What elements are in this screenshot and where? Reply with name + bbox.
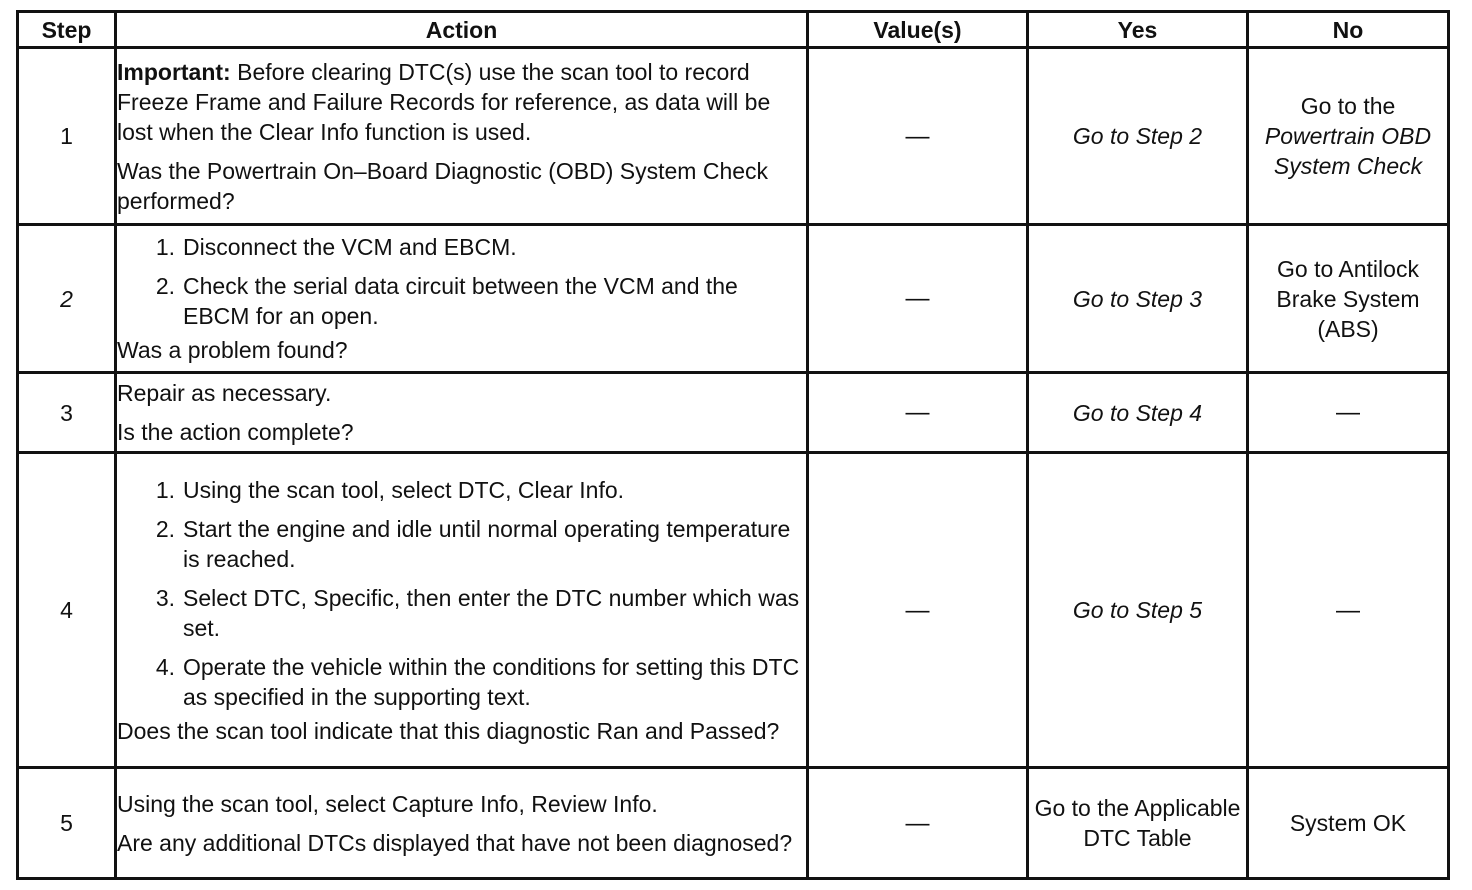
table-row-step-3	[18, 373, 1449, 453]
yes-link[interactable]: Go to the Applicable DTC Table	[1034, 795, 1241, 851]
value-dash: —	[905, 122, 930, 150]
substep-text: Using the scan tool, select DTC, Clear Info.	[183, 476, 625, 503]
substep-text: Select DTC, Specific, then enter the DTC number which was set.	[183, 584, 800, 641]
action-cell	[116, 453, 808, 768]
yes-cell	[1028, 225, 1248, 373]
substep-text: Start the engine and idle until normal operating temperature is reached.	[183, 515, 791, 572]
important-text: Before clearing DTC(s) use the scan tool to record Freeze Frame and Failure Records for reference, as data will be lost when the Clear Info function is used.	[117, 58, 771, 145]
yes-link[interactable]: Go to Step 5	[1072, 597, 1203, 623]
header-values: Value(s)	[808, 12, 1028, 48]
table-row-step-4	[18, 453, 1449, 768]
no-link[interactable]: Powertrain OBD System Check	[1264, 123, 1432, 179]
header-row	[18, 12, 1449, 48]
step-number: 1	[18, 48, 116, 225]
no-dash: —	[1336, 596, 1360, 624]
substep-number: 1.	[155, 476, 175, 503]
yes-cell	[1028, 768, 1248, 879]
value-cell	[808, 453, 1028, 768]
action-question: Are any additional DTCs displayed that have not been diagnosed?	[117, 829, 793, 856]
step-number: 3	[18, 373, 116, 453]
substep	[117, 652, 806, 712]
yes-link[interactable]: Go to Step 3	[1072, 285, 1203, 312]
substep-list	[117, 475, 806, 712]
no-cell	[1248, 373, 1449, 453]
no-cell	[1248, 48, 1449, 225]
step-number: 5	[18, 768, 116, 879]
action-cell	[116, 373, 808, 453]
no-cell	[1248, 225, 1449, 373]
substep	[117, 271, 806, 331]
table-row-step-5	[18, 768, 1449, 879]
substep-number: 2.	[155, 273, 175, 299]
substep-number: 4.	[155, 653, 175, 680]
action-question: Does the scan tool indicate that this diagnostic Ran and Passed?	[117, 717, 780, 744]
action-cell	[116, 768, 808, 879]
no-cell	[1248, 768, 1449, 879]
header-step: Step	[18, 12, 116, 48]
substep	[117, 232, 806, 262]
substep-number: 1.	[155, 234, 175, 260]
yes-cell	[1028, 453, 1248, 768]
value-dash: —	[905, 285, 930, 312]
yes-cell	[1028, 48, 1248, 225]
no-result: System OK	[1289, 810, 1407, 836]
substep-list	[117, 232, 806, 331]
action-instruction: Repair as necessary.	[117, 380, 332, 406]
substep	[117, 514, 806, 574]
table-row-step-1	[18, 48, 1449, 225]
action-cell	[116, 225, 808, 373]
step-number: 4	[18, 453, 116, 768]
substep-text: Disconnect the VCM and EBCM.	[183, 234, 517, 260]
action-question: Was a problem found?	[117, 337, 348, 363]
value-dash: —	[905, 399, 930, 426]
action-question: Is the action complete?	[117, 419, 354, 445]
action-instruction: Using the scan tool, select Capture Info, Review Info.	[117, 790, 658, 817]
header-yes: Yes	[1028, 12, 1248, 48]
substep-number: 3.	[155, 584, 175, 611]
substep-number: 2.	[155, 515, 175, 542]
action-cell	[116, 48, 808, 225]
yes-link[interactable]: Go to Step 4	[1072, 399, 1203, 426]
no-text: Go to the	[1300, 93, 1396, 119]
action-question: Was the Powertrain On–Board Diagnostic (OBD) System Check performed?	[117, 157, 769, 214]
value-cell	[808, 48, 1028, 225]
value-cell	[808, 373, 1028, 453]
table-row-step-2	[18, 225, 1449, 373]
yes-link[interactable]: Go to Step 2	[1072, 123, 1203, 149]
header-no: No	[1248, 12, 1449, 48]
substep-text: Operate the vehicle within the conditions for setting this DTC as specified in the supporting text.	[183, 653, 800, 710]
yes-cell	[1028, 373, 1248, 453]
step-number: 2	[18, 225, 116, 373]
value-dash: —	[905, 596, 930, 624]
substep-text: Check the serial data circuit between the VCM and the EBCM for an open.	[183, 273, 738, 329]
substep	[117, 583, 806, 643]
value-cell	[808, 768, 1028, 879]
no-cell	[1248, 453, 1449, 768]
important-note	[117, 57, 806, 147]
no-link[interactable]: Go to Antilock Brake System (ABS)	[1276, 255, 1420, 342]
header-action: Action	[116, 12, 808, 48]
diagnostic-table	[16, 10, 1450, 880]
value-dash: —	[905, 809, 930, 837]
no-dash: —	[1336, 399, 1360, 426]
value-cell	[808, 225, 1028, 373]
substep	[117, 475, 806, 505]
important-label: Important:	[117, 58, 231, 85]
